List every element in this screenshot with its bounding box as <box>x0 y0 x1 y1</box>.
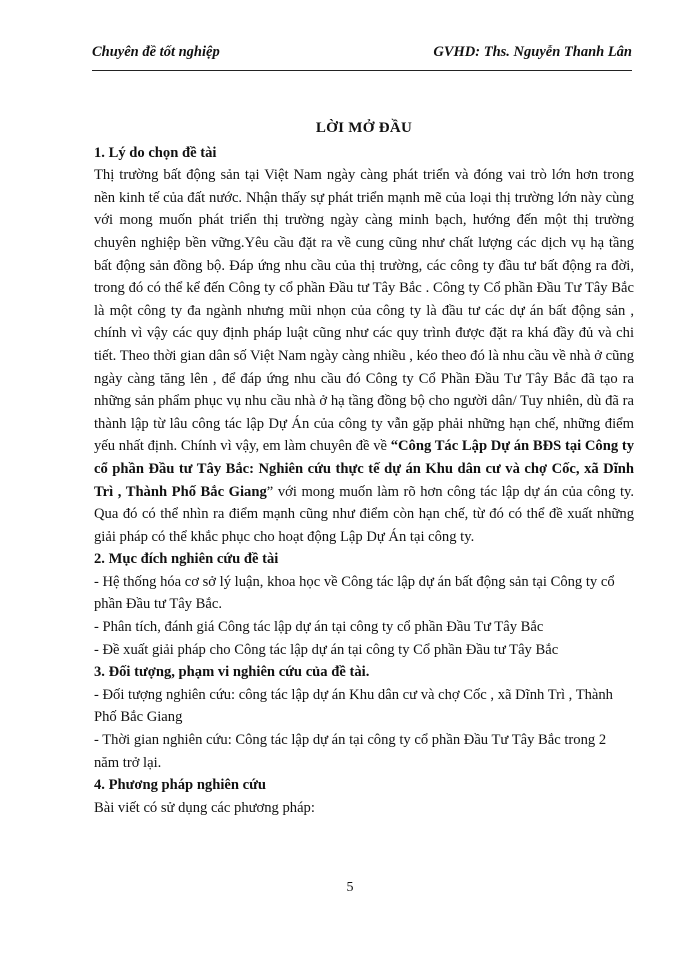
section-1-topic-bold: “Công Tác Lập Dự án BĐS tại Công ty cổ phần Đầu tư Tây Bắc: Nghiên cứu thực tế dự án Khu dân cư và chợ Cốc, xã Dĩnh Trì , Thành Phố Bắc Giang <box>94 438 634 500</box>
section-2-item: - Hệ thống hóa cơ sở lý luận, khoa học về Công tác lập dự án bất động sản tại Công ty cổ phần Đầu tư Tây Bắc. <box>94 573 615 613</box>
section-2-item: - Phân tích, đánh giá Công tác lập dự án tại công ty cổ phần Đầu Tư Tây Bắc <box>94 619 544 636</box>
section-3-item: - Đối tượng nghiên cứu: công tác lập dự án Khu dân cư và chợ Cốc , xã Dĩnh Trì , Thành Phố Bắc Giang <box>94 686 613 726</box>
page-body <box>94 117 634 819</box>
section-3-heading: 3. Đối tượng, phạm vi nghiên cứu của đề tài. <box>94 664 370 681</box>
section-4-heading: 4. Phương pháp nghiên cứu <box>94 777 266 794</box>
section-1-heading: 1. Lý do chọn đề tài <box>94 144 217 161</box>
section-1-text-start: Thị trường bất động sản tại Việt Nam ngày càng phát triển và đóng vai trò lớn hơn trong nền kinh tế của đất nước. Nhận thấy sự phát triển mạnh mẽ của loại thị trường lớn này cùng với mong muốn phát triển thị trường ngày càng minh bạch, hướng đến một thị trường chuyên nghiệp bền vững.Yêu cầu đặt ra về cung cũng như chất lượng các dịch vụ hạ tầng bất động sản đồng bộ. Đáp ứng nhu cầu của thị trường, các công ty đầu tư bất động ra đời, trong đó có thể kể đến Công ty cổ phần Đầu tư Tây Bắc . Công ty Cổ phần Đầu Tư Tây Bắc là một công ty đa ngành nhưng mũi nhọn của công ty là đầu tư các dự án bất động sản , chính vì vậy các quy định pháp luật cũng như các quy trình được đặt ra khá đầy đủ và chi tiết. Theo thời gian dân số Việt Nam ngày càng nhiều , kéo theo đó là nhu cầu về nhà ở cũng ngày càng tăng lên , để đáp ứng nhu cầu đó Công ty Cổ Phần Đầu Tư Tây Bắc đã tạo ra những sản phẩm phục vụ nhu cầu nhà ở hạ tầng đồng bộ cho người dân/ Tuy nhiên, dù đã ra thành lập từ lâu công tác lập Dự Án của công ty vẫn gặp phải những hạn chế, những điểm yếu nhất định. Chính vì vậy, em làm chuyên đề về <box>94 167 634 455</box>
section-3-item: - Thời gian nghiên cứu: Công tác lập dự án tại công ty cổ phần Đầu Tư Tây Bắc trong 2 năm trở lại. <box>94 732 607 771</box>
section-1-paragraph <box>94 164 634 548</box>
page-number: 5 <box>346 880 354 895</box>
document-title: LỜI MỞ ĐẦU <box>315 120 413 136</box>
section-4-text: Bài viết có sử dụng các phương pháp: <box>94 799 315 816</box>
section-2-item: - Đề xuất giải pháp cho Công tác lập dự án tại công ty Cổ phần Đầu tư Tây Bắc <box>94 641 559 658</box>
header-thesis-label: Chuyên đề tốt nghiệp <box>92 44 220 60</box>
section-2-heading: 2. Mục đích nghiên cứu đề tài <box>94 551 279 568</box>
section-1-text-end: ” với mong muốn làm rõ hơn công tác lập dự án của công ty. Qua đó có thể nhìn ra điểm mạnh cũng như điểm còn hạn chế, từ đó có thể đề xuất những giải pháp có thể khắc phục cho hoạt động Lập Dự Án tại công ty. <box>94 483 634 545</box>
header-advisor-label: GVHD: Ths. Nguyễn Thanh Lân <box>433 44 632 60</box>
header-divider <box>92 70 632 71</box>
